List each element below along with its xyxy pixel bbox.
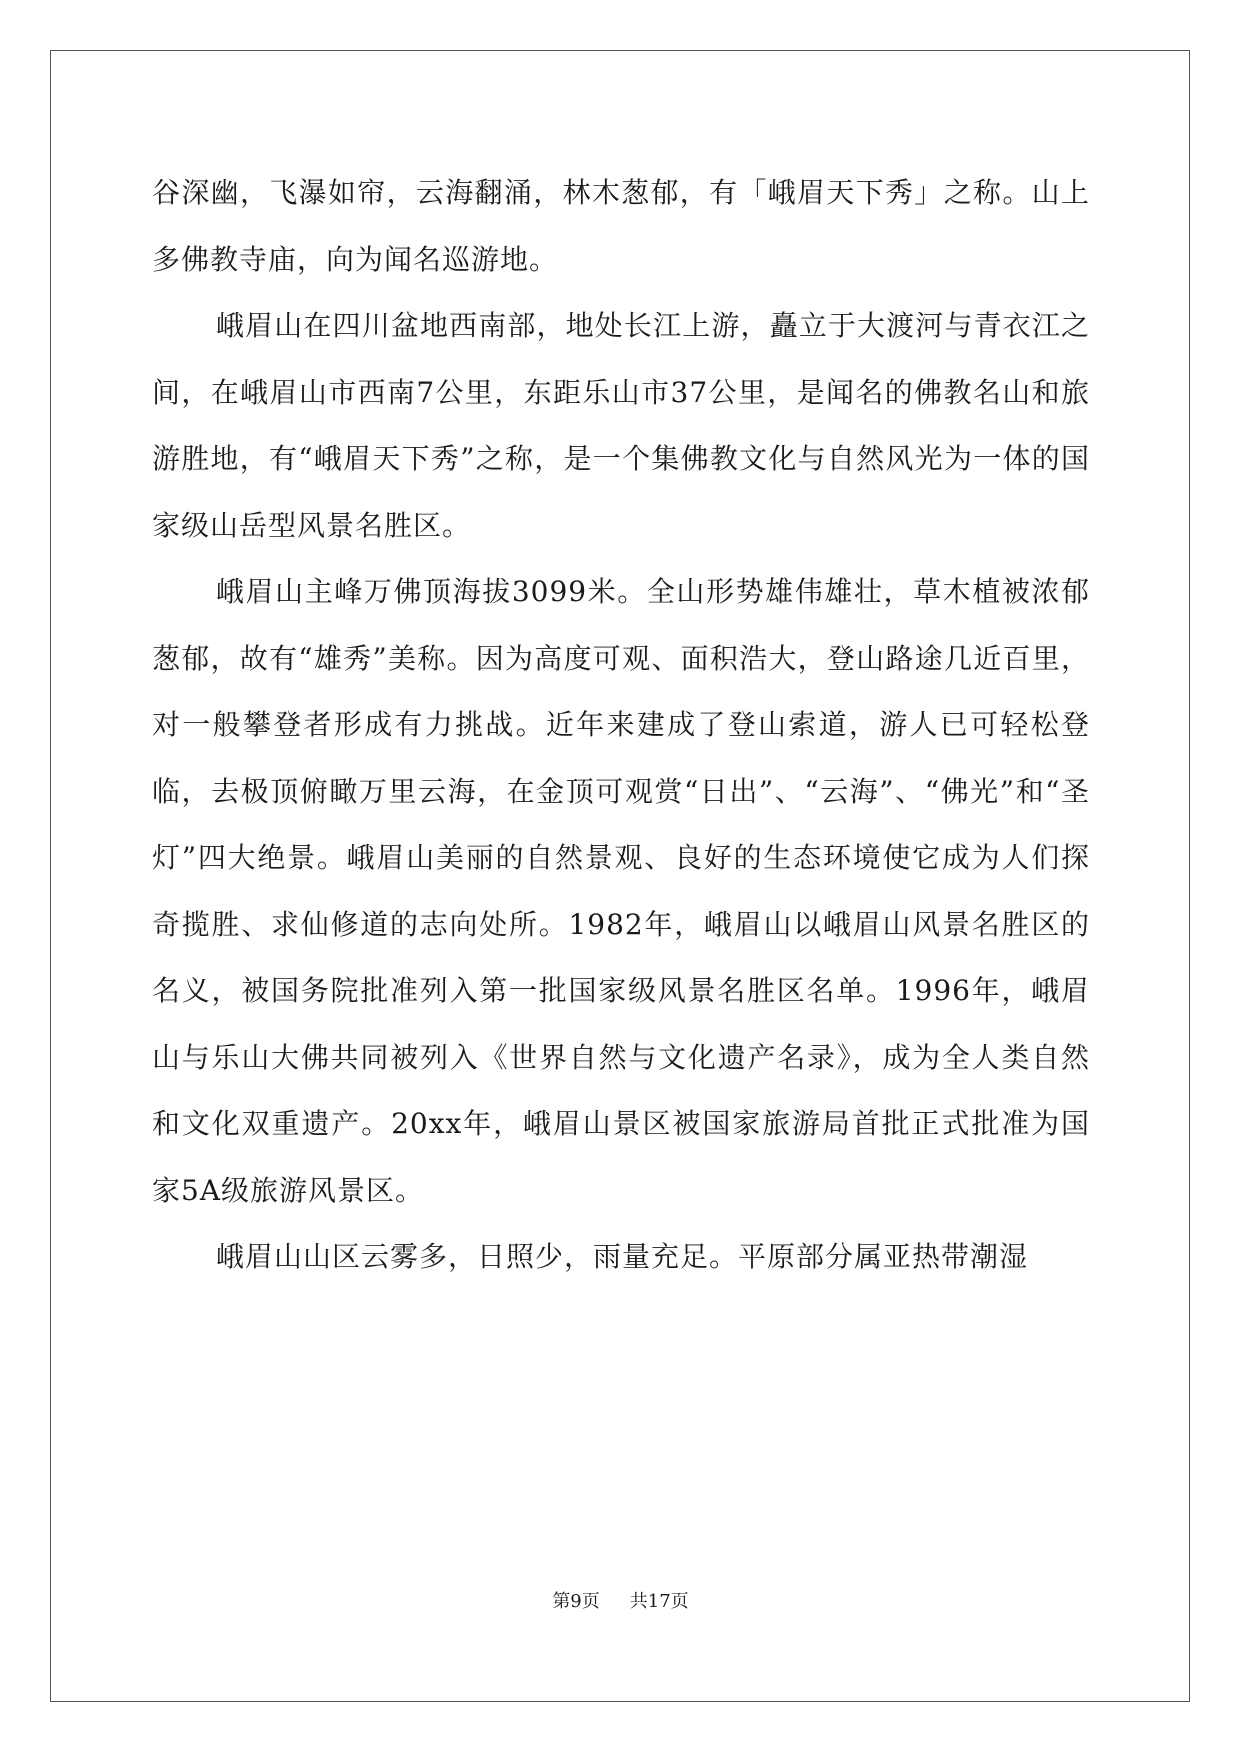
current-page-number: 第9页	[552, 1591, 600, 1612]
paragraph-4: 峨眉山山区云雾多，日照少，雨量充足。平原部分属亚热带潮湿	[216, 1240, 1029, 1273]
total-page-count: 共17页	[629, 1591, 689, 1612]
paragraph-3: 峨眉山主峰万佛顶海拔3099米。全山形势雄伟雄壮，草木植被浓郁葱郁，故有“雄秀”美称。因为高度可观、面积浩大，登山路途几近百里，对一般攀登者形成有力挑战。近年来建成了登山索道，游人已可轻松登临，去极顶俯瞰万里云海，在金顶可观赏“日出”、“云海”、“佛光”和“圣灯”四大绝景。峨眉山美丽的自然景观、良好的生态环境使它成为人们探奇揽胜、求仙修道的志向处所。1982年，峨眉山以峨眉山风景名胜区的名义，被国务院批准列入第一批国家级风景名胜区名单。1996年，峨眉山与乐山大佛共同被列入《世界自然与文化遗产名录》，成为全人类自然和文化双重遗产。20xx年，峨眉山景区被国家旅游局首批正式批准为国家5A级旅游风景区。	[152, 575, 1090, 1207]
paragraph-1: 谷深幽，飞瀑如帘，云海翻涌，林木葱郁，有「峨眉天下秀」之称。山上多佛教寺庙，向为闻名巡游地。	[152, 176, 1090, 276]
document-body	[152, 160, 1090, 1291]
page-footer	[0, 1587, 1241, 1613]
paragraph-2: 峨眉山在四川盆地西南部，地处长江上游，矗立于大渡河与青衣江之间，在峨眉山市西南7公里，东距乐山市37公里，是闻名的佛教名山和旅游胜地，有“峨眉天下秀”之称，是一个集佛教文化与自然风光为一体的国家级山岳型风景名胜区。	[152, 309, 1090, 542]
